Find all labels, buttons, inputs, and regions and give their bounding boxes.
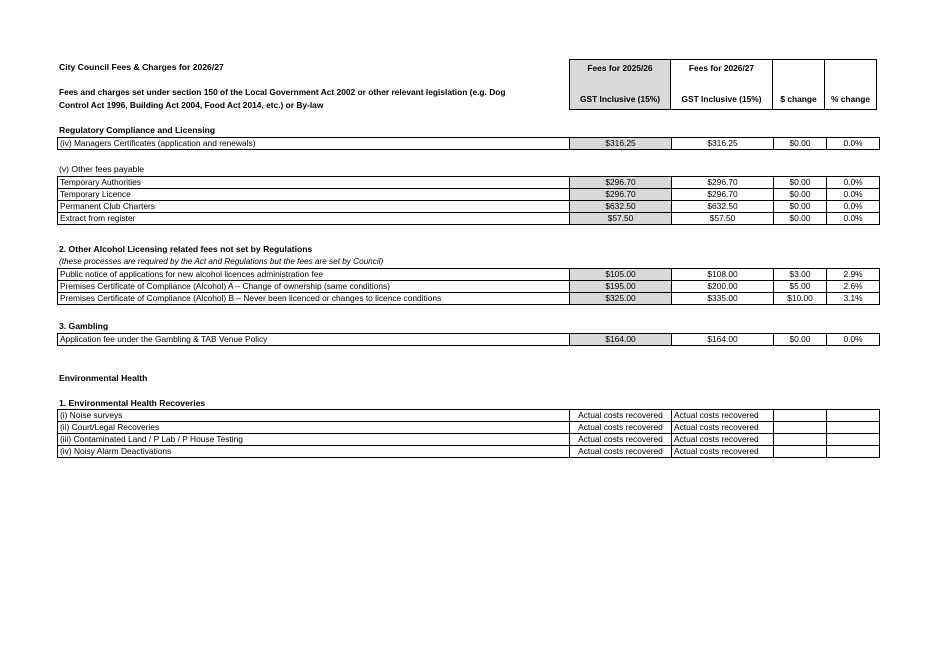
- fee-2026-27: $296.70: [672, 177, 774, 189]
- fee-2026-27: $632.50: [672, 201, 774, 213]
- section-heading-gambling: 3. Gambling: [59, 321, 109, 331]
- column-header-fees-2025-26: [569, 59, 671, 110]
- dollar-change: $0.00: [774, 189, 827, 201]
- fee-2025-26: $195.00: [570, 281, 672, 293]
- table-row: [58, 138, 880, 150]
- fee-2026-27: $57.50: [672, 213, 774, 225]
- pct-change: [827, 422, 880, 434]
- pct-change: [827, 410, 880, 422]
- table-row: [58, 334, 880, 346]
- pct-change: [827, 446, 880, 458]
- table-row: [58, 281, 880, 293]
- table-row: [58, 422, 880, 434]
- fee-2025-26: Actual costs recovered: [570, 434, 672, 446]
- description-line-2: Control Act 1996, Building Act 2004, Food Act 2014, etc.) or By-law: [59, 100, 324, 110]
- table-row: [58, 177, 880, 189]
- fee-2025-26: Actual costs recovered: [570, 446, 672, 458]
- table-row: [58, 189, 880, 201]
- dollar-change: [774, 410, 827, 422]
- other-fees-table: [57, 176, 880, 225]
- fee-2025-26: $164.00: [570, 334, 672, 346]
- dollar-change: $0.00: [774, 334, 827, 346]
- section-note-alcohol: (these processes are required by the Act and Regulations but the fees are set by Council): [59, 257, 384, 266]
- dollar-change: $0.00: [774, 213, 827, 225]
- row-label: (iv) Managers Certificates (application and renewals): [58, 138, 570, 150]
- row-label: Temporary Licence: [58, 189, 570, 201]
- dollar-change: $0.00: [774, 138, 827, 150]
- row-label: Permanent Club Charters: [58, 201, 570, 213]
- pct-change: 0.0%: [827, 177, 880, 189]
- table-row: [58, 213, 880, 225]
- alcohol-table: [57, 268, 880, 305]
- table-row: [58, 446, 880, 458]
- section-heading-regulatory: Regulatory Compliance and Licensing: [59, 125, 216, 135]
- column-header-prev-title: Fees for 2025/26: [587, 63, 653, 73]
- fee-2025-26: $105.00: [570, 269, 672, 281]
- column-header-curr-title: Fees for 2026/27: [688, 63, 755, 73]
- dollar-change: $10.00: [774, 293, 827, 305]
- fee-2026-27: $200.00: [672, 281, 774, 293]
- pct-change: 0.0%: [827, 213, 880, 225]
- column-header-dollar-change: [772, 59, 825, 110]
- fee-2025-26: Actual costs recovered: [570, 422, 672, 434]
- dollar-change: $0.00: [774, 177, 827, 189]
- fee-2026-27: $296.70: [672, 189, 774, 201]
- table-row: [58, 434, 880, 446]
- fee-2025-26: $632.50: [570, 201, 672, 213]
- fee-2026-27: $335.00: [672, 293, 774, 305]
- dollar-change: [774, 434, 827, 446]
- table-row: [58, 293, 880, 305]
- fee-2026-27: $108.00: [672, 269, 774, 281]
- fee-2026-27: Actual costs recovered: [672, 434, 774, 446]
- row-label: (ii) Court/Legal Recoveries: [58, 422, 570, 434]
- column-header-dollar-label: $ change: [780, 94, 817, 104]
- document-title: City Council Fees & Charges for 2026/27: [59, 62, 224, 72]
- fee-2026-27: Actual costs recovered: [672, 446, 774, 458]
- pct-change: 2.9%: [827, 269, 880, 281]
- fee-2026-27: $316.25: [672, 138, 774, 150]
- table-row: [58, 201, 880, 213]
- pct-change: 0.0%: [827, 201, 880, 213]
- column-header-pct-change: [824, 59, 877, 110]
- section-heading-alcohol: 2. Other Alcohol Licensing related fees not set by Regulations: [59, 244, 313, 254]
- row-label: (iv) Noisy Alarm Deactivations: [58, 446, 570, 458]
- section-subheading-env-recoveries: 1. Environmental Health Recoveries: [59, 398, 206, 408]
- column-header-pct-label: % change: [830, 94, 871, 104]
- row-label: Temporary Authorities: [58, 177, 570, 189]
- environmental-table: [57, 409, 880, 458]
- dollar-change: [774, 422, 827, 434]
- pct-change: 0.0%: [827, 138, 880, 150]
- pct-change: 3.1%: [827, 293, 880, 305]
- row-label: Public notice of applications for new alcohol licences administration fee: [58, 269, 570, 281]
- dollar-change: $5.00: [774, 281, 827, 293]
- row-label: Application fee under the Gambling & TAB Venue Policy: [58, 334, 570, 346]
- dollar-change: [774, 446, 827, 458]
- row-label: Premises Certificate of Compliance (Alcohol) B – Never been licenced or changes to licence conditions: [58, 293, 570, 305]
- section-heading-other-fees: (v) Other fees payable: [59, 164, 145, 174]
- fee-2025-26: $57.50: [570, 213, 672, 225]
- pct-change: 0.0%: [827, 189, 880, 201]
- pct-change: [827, 434, 880, 446]
- regulatory-table: [57, 137, 880, 150]
- pct-change: 0.0%: [827, 334, 880, 346]
- fee-2025-26: Actual costs recovered: [570, 410, 672, 422]
- dollar-change: $3.00: [774, 269, 827, 281]
- description-line-1: Fees and charges set under section 150 of the Local Government Act 2002 or other relevant legislation (e.g. Dog: [59, 87, 506, 97]
- fee-2026-27: Actual costs recovered: [672, 410, 774, 422]
- fee-2026-27: $164.00: [672, 334, 774, 346]
- row-label: (i) Noise surveys: [58, 410, 570, 422]
- fee-2025-26: $296.70: [570, 177, 672, 189]
- dollar-change: $0.00: [774, 201, 827, 213]
- fee-2025-26: $316.25: [570, 138, 672, 150]
- row-label: Extract from register: [58, 213, 570, 225]
- fee-2025-26: $325.00: [570, 293, 672, 305]
- pct-change: 2.6%: [827, 281, 880, 293]
- table-row: [58, 410, 880, 422]
- column-header-curr-sub: GST Inclusive (15%): [681, 94, 762, 104]
- column-header-fees-2026-27: [670, 59, 773, 110]
- row-label: Premises Certificate of Compliance (Alcohol) A – Change of ownership (same conditions): [58, 281, 570, 293]
- gambling-table: [57, 333, 880, 346]
- fee-2026-27: Actual costs recovered: [672, 422, 774, 434]
- section-heading-environmental: Environmental Health: [59, 373, 148, 383]
- fee-2025-26: $296.70: [570, 189, 672, 201]
- table-row: [58, 269, 880, 281]
- column-header-prev-sub: GST Inclusive (15%): [579, 94, 661, 104]
- row-label: (iii) Contaminated Land / P Lab / P House Testing: [58, 434, 570, 446]
